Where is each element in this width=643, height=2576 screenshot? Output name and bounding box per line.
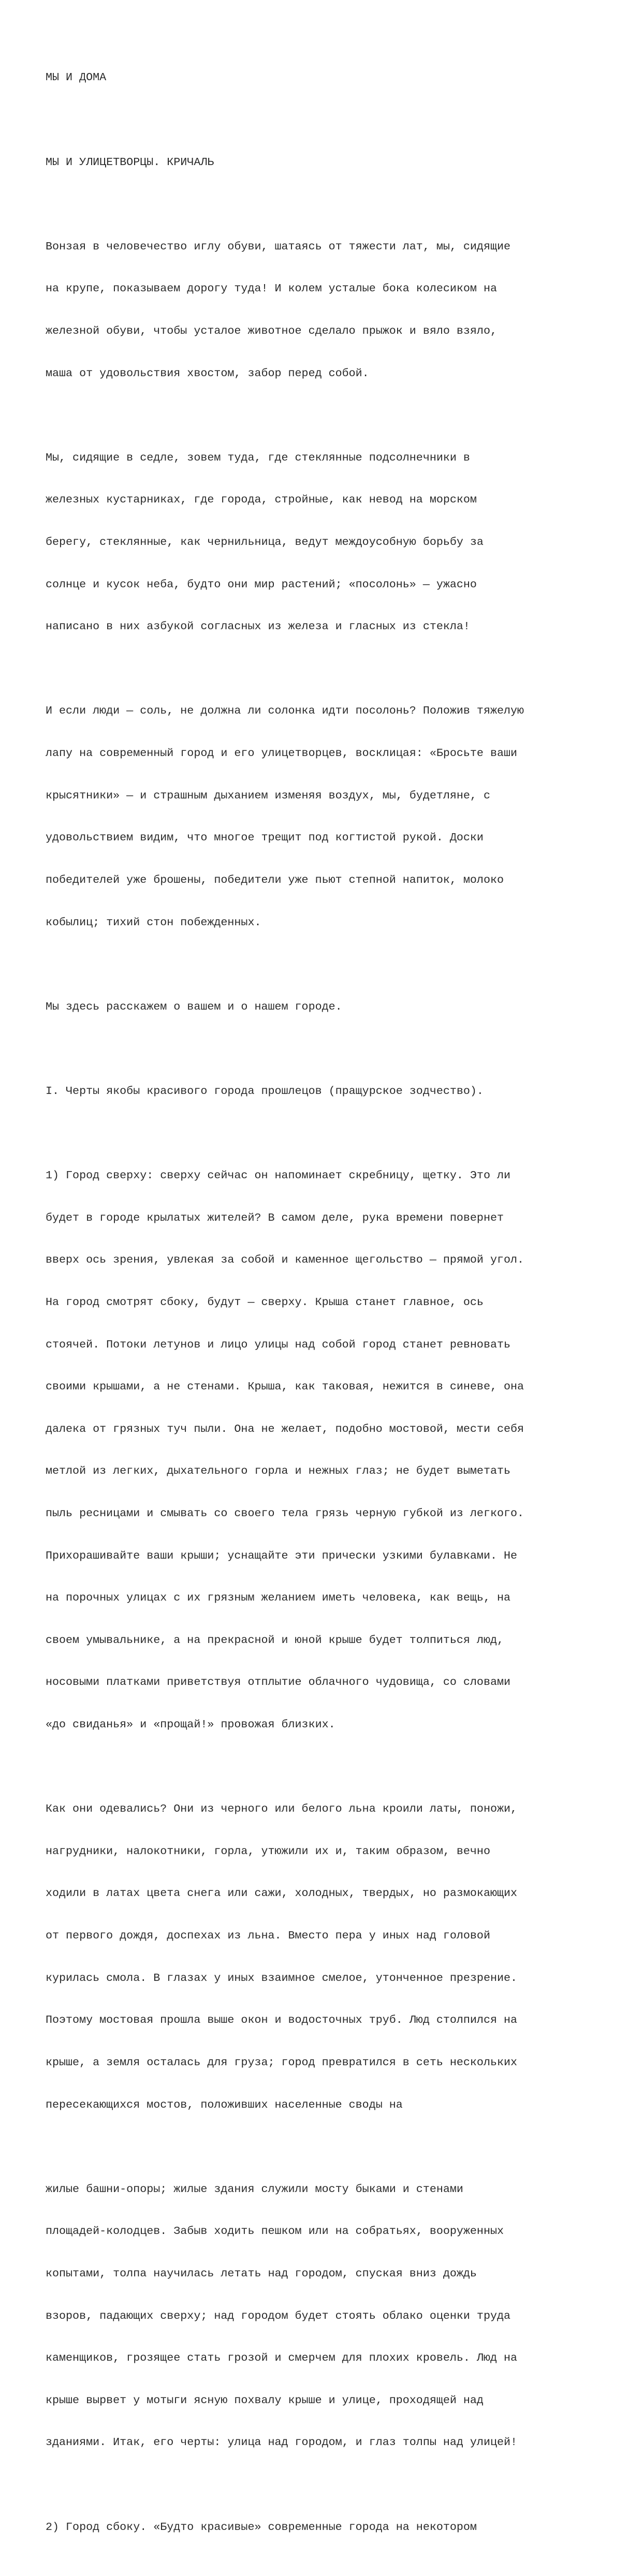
text-line: на крупе, показываем дорогу туда! И колем усталые бока колесиком на: [46, 282, 497, 295]
paragraph-7: [46, 1774, 625, 2140]
text-line: Прихорашивайте ваши крыши; уснащайте эти прически узкими булавками. Не: [46, 1549, 518, 1562]
text-line: написано в них азбукой согласных из железа и гласных из стекла!: [46, 620, 470, 633]
paragraph-6: [46, 1141, 625, 1760]
text-line: стоячей. Потоки летунов и лицо улицы над собой город станет ревновать: [46, 1338, 511, 1351]
text-line: от первого дождя, доспехах из льна. Вместо пера у иных над головой: [46, 1929, 490, 1943]
text-line: железной обуви, чтобы усталое животное сделало прыжок и вяло взяло,: [46, 324, 497, 338]
text-line: «до свиданья» и «прощай!» провожая близких.: [46, 1718, 335, 1731]
text-line: копытами, толпа научилась летать над городом, спуская вниз дождь: [46, 2267, 477, 2280]
text-line: солнце и кусок неба, будто они мир растений; «посолонь» — ужасно: [46, 578, 477, 591]
text-line: крыше, а земля осталась для груза; город превратился в сеть нескольких: [46, 2055, 518, 2069]
document-text: [46, 42, 625, 2576]
paragraph-4: [46, 971, 625, 1042]
text-line: вверх ось зрения, увлекая за собой и каменное щегольство — прямой угол.: [46, 1253, 524, 1267]
text-line: удовольствием видим, что многое трещит под когтистой рукой. Доски: [46, 831, 484, 845]
text-line: железных кустарниках, где города, стройные, как невод на морском: [46, 493, 477, 507]
text-line: своими крышами, а не стенами. Крыша, как таковая, нежится в синеве, она: [46, 1380, 524, 1394]
text-line: пересекающихся мостов, положивших населенные своды на: [46, 2098, 403, 2111]
text-line: 2) Город сбоку. «Будто красивые» современные города на некотором: [46, 2520, 477, 2534]
paragraph-2: [46, 422, 625, 661]
text-line: Поэтому мостовая прошла выше окон и водосточных труб. Люд столпился на: [46, 2014, 518, 2027]
text-line: своем умывальнике, а на прекрасной и юной крыше будет толпиться люд,: [46, 1633, 504, 1647]
text-line: ходили в латах цвета снега или сажи, холодных, твердых, но размокающих: [46, 1887, 518, 1900]
text-line: на порочных улицах с их грязным желанием иметь человека, как вещь, на: [46, 1591, 511, 1605]
text-line: маша от удовольствия хвостом, забор перед собой.: [46, 366, 369, 380]
paragraph-1: [46, 211, 625, 408]
text-line: лапу на современный город и его улицетворцев, восклицая: «Бросьте ваши: [46, 747, 518, 760]
text-line: метлой из легких, дыхательного горла и нежных глаз; не будет выметать: [46, 1464, 511, 1478]
text-line: берегу, стеклянные, как чернильница, ведут междоусобную борьбу за: [46, 536, 484, 549]
text-line: I. Черты якобы красивого города прошлецов (пращурское зодчество).: [46, 1084, 484, 1098]
text-line: И если люди — соль, не должна ли солонка идти посолонь? Положив тяжелую: [46, 704, 524, 718]
text-line: носовыми платками приветствуя отплытие облачного чудовища, со словами: [46, 1676, 511, 1689]
text-line: На город смотрят сбоку, будут — сверху. Крыша станет главное, ось: [46, 1295, 484, 1309]
text-line: взоров, падающих сверху; над городом будет стоять облако оценки труда: [46, 2309, 511, 2322]
document-subtitle: МЫ И УЛИЦЕТВОРЦЫ. КРИЧАЛЬ: [46, 155, 214, 169]
text-line: кобылиц; тихий стон побежденных.: [46, 915, 261, 929]
paragraph-8: [46, 2154, 625, 2478]
text-line: крысятники» — и страшным дыханием изменяя воздух, мы, будетляне, с: [46, 789, 490, 802]
paragraph-3: [46, 676, 625, 957]
text-line: Мы, сидящие в седле, зовем туда, где стеклянные подсолнечники в: [46, 451, 470, 464]
text-line: пыль ресницами и смывать со своего тела грязь черную губкой из легкого.: [46, 1507, 524, 1520]
text-line: Как они одевались? Они из черного или белого льна кроили латы, поножи,: [46, 1802, 518, 1816]
text-line: Мы здесь расскажем о вашем и о нашем городе.: [46, 1000, 342, 1013]
document-title: МЫ И ДОМА: [46, 71, 107, 84]
text-line: площадей-колодцев. Забыв ходить пешком или на собратьях, вооруженных: [46, 2225, 504, 2238]
text-line: будет в городе крылатых жителей? В самом деле, рука времени повернет: [46, 1211, 504, 1224]
text-line: Вонзая в человечество иглу обуви, шатаясь от тяжести лат, мы, сидящие: [46, 240, 511, 253]
text-line: далека от грязных туч пыли. Она не желает, подобно мостовой, мести себя: [46, 1422, 524, 1435]
text-line: жилые башни-опоры; жилые здания служили мосту быками и стенами: [46, 2182, 463, 2196]
section-heading: [46, 1056, 625, 1127]
text-line: крыше вырвет у мотыги ясную похвалу крыше и улице, проходящей над: [46, 2393, 484, 2407]
text-line: победителей уже брошены, победители уже пьют степной напиток, молоко: [46, 873, 504, 886]
paragraph-9: [46, 2492, 625, 2562]
text-line: курилась смола. В глазах у иных взаимное смелое, утонченное презрение.: [46, 1971, 518, 1985]
text-line: зданиями. Итак, его черты: улица над городом, и глаз толпы над улицей!: [46, 2436, 518, 2449]
text-line: 1) Город сверху: сверху сейчас он напоминает скребницу, щетку. Это ли: [46, 1169, 511, 1182]
text-line: каменщиков, грозящее стать грозой и смерчем для плохих кровель. Люд на: [46, 2351, 518, 2365]
text-line: нагрудники, налокотники, горла, утюжили их и, таким образом, вечно: [46, 1844, 490, 1858]
